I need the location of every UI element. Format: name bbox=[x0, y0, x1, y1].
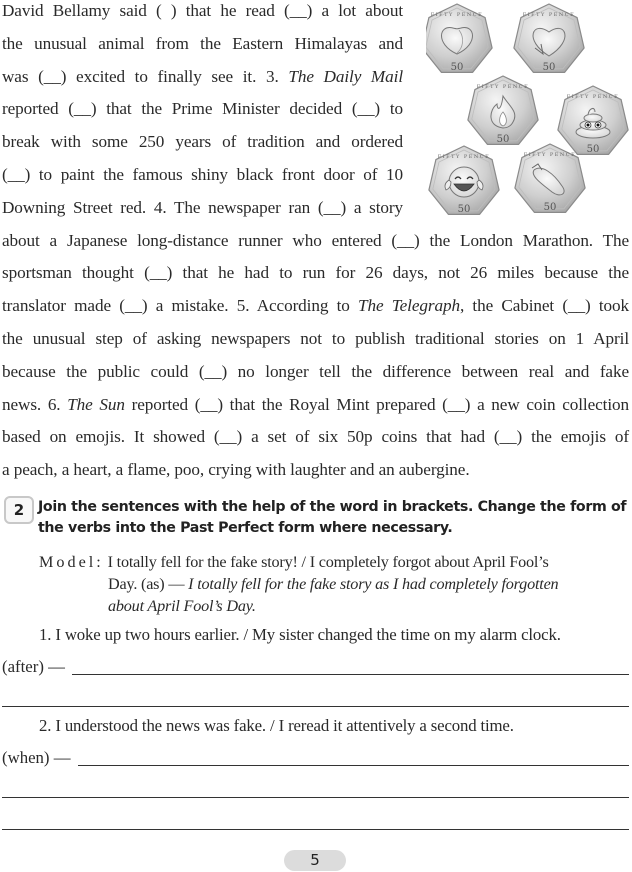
model-line bbox=[39, 573, 558, 595]
model-sentence: I totally fell for the fake story! / I completely forgot about April Fool’s bbox=[107, 553, 549, 571]
exercise-item-1: 1. I woke up two hours earlier. / My sister changed the time on my alarm clock. bbox=[39, 625, 561, 644]
model-line bbox=[39, 595, 558, 617]
coin-value: 50 bbox=[457, 204, 471, 215]
text-line: because the public could (__) no longer tell the difference between real and fake bbox=[2, 361, 629, 381]
model-answer: about April Fool’s Day. bbox=[108, 597, 256, 615]
answer-line[interactable] bbox=[2, 706, 629, 707]
text-line: about a Japanese long-distance runner who entered (__) the London Marathon. The bbox=[2, 230, 629, 250]
coin bbox=[558, 86, 628, 155]
exercise-instruction: Join the sentences with the help of the word in brackets. Change the form of the verbs into the Past Perfect form where necessary. bbox=[38, 499, 627, 536]
text-line bbox=[2, 290, 629, 323]
coin-inscription: FIFTY PENCE bbox=[522, 12, 576, 18]
item-2-prompt: (when) — bbox=[2, 748, 71, 767]
exercise-number-badge: 2 bbox=[4, 496, 34, 524]
coin-inscription: FIFTY PENCE bbox=[476, 84, 530, 90]
model-label: Model: bbox=[39, 553, 104, 571]
answer-line[interactable] bbox=[2, 829, 629, 830]
text-line bbox=[2, 389, 629, 422]
newspaper-title: The Daily Mail bbox=[288, 66, 403, 86]
coin bbox=[429, 146, 499, 215]
text-line: break with some 250 years of tradition and ordered bbox=[2, 132, 403, 152]
coin bbox=[515, 144, 585, 213]
coin-inscription: FIFTY PENCE bbox=[566, 94, 620, 100]
emoji-coins-image bbox=[426, 2, 632, 216]
text-line: (__) to paint the famous shiny black front door of 10 bbox=[2, 164, 403, 184]
coin-inscription: FIFTY PENCE bbox=[523, 152, 577, 158]
coin-inscription: FIFTY PENCE bbox=[437, 154, 491, 160]
model-answer: I totally fell for the fake story as I had completely forgotten bbox=[188, 575, 559, 593]
coin-value: 50 bbox=[496, 134, 510, 145]
text-span: , the Cabinet (__) took bbox=[459, 296, 630, 316]
model-plain: Day. (as) — bbox=[108, 575, 189, 593]
text-line: reported (__) that the Prime Minister decided (__) to bbox=[2, 99, 403, 119]
text-span: news. 6. bbox=[2, 394, 68, 414]
coin-value: 50 bbox=[542, 62, 556, 73]
item-1-prompt: (after) — bbox=[2, 657, 65, 676]
coin-value: 50 bbox=[450, 62, 464, 73]
text-line: sportsman thought (__) that he had to run for 26 days, not 26 miles because the bbox=[2, 263, 629, 283]
text-line: the unusual animal from the Eastern Himalayas and bbox=[2, 33, 403, 53]
text-span: was (__) excited to finally see it. 3. bbox=[2, 66, 289, 86]
coin-value: 50 bbox=[543, 202, 557, 213]
exercise-item-2: 2. I understood the news was fake. / I reread it attentively a second time. bbox=[39, 716, 514, 735]
newspaper-title: The Telegraph bbox=[358, 296, 460, 316]
answer-line[interactable] bbox=[72, 674, 629, 675]
model-example bbox=[39, 551, 558, 617]
coin bbox=[468, 76, 538, 145]
text-line bbox=[2, 61, 403, 94]
text-line: David Bellamy said ( ) that he read (__) a lot about bbox=[2, 1, 403, 20]
coin bbox=[514, 4, 584, 73]
coin-inscription: FIFTY PENCE bbox=[430, 12, 484, 18]
text-span: reported (__) that the Royal Mint prepared (__) a new coin collection bbox=[124, 394, 629, 414]
text-line: a peach, a heart, a flame, poo, crying with laughter and an aubergine. bbox=[2, 460, 470, 480]
text-line: based on emojis. It showed (__) a set of six 50p coins that had (__) the emojis of bbox=[2, 427, 629, 447]
coin-value: 50 bbox=[586, 144, 600, 155]
answer-line[interactable] bbox=[78, 765, 629, 766]
text-line: the unusual step of asking newspapers not to publish traditional stories on 1 April bbox=[2, 328, 629, 348]
answer-line[interactable] bbox=[2, 797, 629, 798]
text-line: Downing Street red. 4. The newspaper ran (__) a story bbox=[2, 197, 403, 217]
coin bbox=[426, 4, 492, 73]
text-span: translator made (__) a mistake. 5. According to bbox=[2, 296, 359, 316]
newspaper-title: The Sun bbox=[67, 394, 125, 414]
page-number: 5 bbox=[284, 850, 346, 871]
